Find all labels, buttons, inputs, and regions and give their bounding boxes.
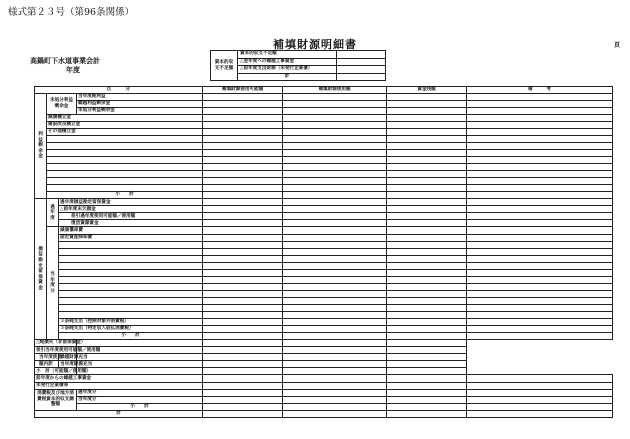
row-label: 過年度分 [77, 389, 203, 396]
row-label: 額内訳 [35, 361, 59, 368]
row-label: 減価償却費 [59, 227, 203, 234]
page-label: 頁 [613, 42, 620, 49]
subtotal-label: 小 計 [59, 333, 203, 340]
row-label: ３条純支出（特定収入仮払消費税） [59, 326, 203, 333]
row-label: 過年度損益勘定留保資金 [59, 199, 203, 206]
row-label: 繰越利益剰余金 [77, 100, 203, 107]
header-balance: 資金残額 [387, 87, 467, 94]
row-label: 差引当年度使用可能額／使用額 [36, 347, 101, 353]
row-label: 固定資産除却費 [59, 234, 203, 241]
header-used: 補填財源使用額 [283, 87, 387, 94]
row-label: その他積立金 [47, 128, 203, 135]
row-label: △前年度末欠損金 [59, 206, 203, 213]
cap-row-label: △前年度支出財源（未発行企業債） [238, 66, 337, 74]
row-label: 当年度使用 [35, 354, 59, 361]
row-label: 差引過年度使用可能額／使用額 [59, 213, 203, 220]
cap-value-cell [337, 51, 386, 59]
row-label: 当年度純利益 [77, 93, 203, 100]
label-unappropriated: 未処分利益剰余金 [47, 93, 77, 114]
label-retained-earnings: 利益剰余金 [35, 93, 47, 199]
form-number: 様式第２３号（第96条関係） [8, 7, 135, 18]
document-title: 補填財源明細書 [273, 38, 357, 51]
cap-row-label: △翌年度への繰越工事資金 [238, 58, 337, 66]
label-depreciation-reserve: 損益勘定留保資金 [35, 199, 47, 340]
row-label: 復活資源資金 [59, 220, 203, 227]
subtotal-label: 小 計 [47, 192, 203, 199]
row-label: 未発行企業債等 [35, 382, 203, 389]
label-current-year: 当年度分 [47, 227, 59, 340]
row-label: 当年度財源充当 [60, 361, 93, 367]
organization-name: 高鍋町下水道事業会計 [30, 56, 100, 65]
supplementary-fund-table [34, 86, 613, 418]
row-label: 前年度からの繰越工事資金 [35, 375, 203, 382]
row-label: 繰越財源充当 [60, 354, 88, 360]
cap-value-cell [337, 66, 386, 74]
row-label: △純損失（非留保資金） [36, 340, 86, 346]
cap-row-label: 資本的収支不足額 [238, 51, 337, 59]
row-label: ３条純支出（控除対象外消費税） [59, 319, 203, 326]
fiscal-year-label: 年度 [66, 65, 80, 74]
row-label: 未処分利益剰余金 [77, 107, 203, 114]
header-category: 区 分 [35, 87, 203, 94]
header-remarks: 備 考 [467, 87, 613, 94]
capital-shortfall-table [210, 50, 386, 81]
total-label: 計 [35, 410, 203, 417]
row-label: 建設改良積立金 [47, 121, 203, 128]
cap-total-label: 計 [238, 73, 337, 81]
cap-value-cell [337, 73, 386, 81]
header-available: 補填財源使用可能額 [203, 87, 283, 94]
subtotal-label: 小 計（可能額／使用額） [36, 368, 92, 374]
cap-value-cell [337, 58, 386, 66]
subtotal-label: 小 計 [77, 403, 203, 410]
row-label: 減債積立金 [47, 114, 203, 121]
row-label: 当年度分 [77, 396, 203, 403]
label-prior-year: 過年度 [47, 199, 59, 227]
label-capital-adjust: 消費税及び地方消費税資本的収支調整額 [35, 389, 77, 410]
cap-head-cell: 資本的収支不足額 [211, 51, 238, 81]
